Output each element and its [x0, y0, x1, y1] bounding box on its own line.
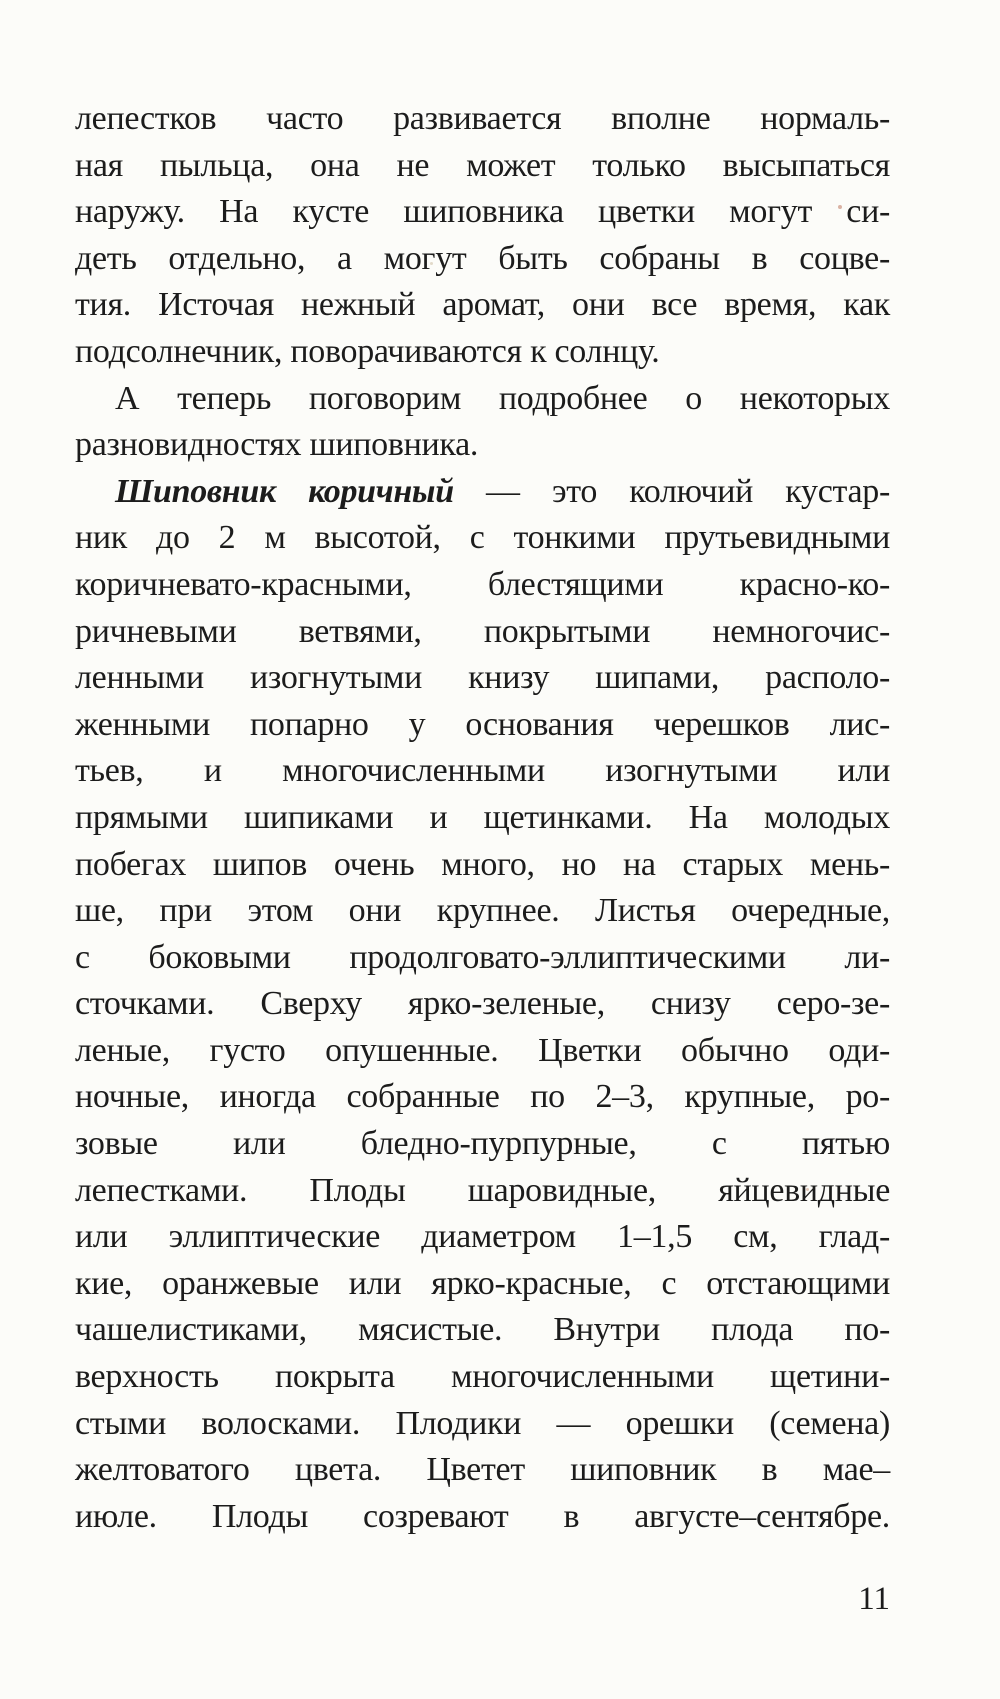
- text-line: прямыми шипиками и щетинками. На молодых: [75, 798, 890, 836]
- text-line: лепестками. Плоды шаровидные, яйцевидные: [75, 1171, 890, 1209]
- text-line: тия. Источая нежный аромат, они все время, как: [75, 286, 890, 324]
- text-line: ная пыльца, она не может только высыпаться: [75, 146, 890, 184]
- text-line: ник до 2 м высотой, с тонкими прутьевидными: [75, 519, 890, 557]
- text-block: [75, 96, 890, 1540]
- text-line: лепестков часто развивается вполне нормаль-: [75, 100, 890, 137]
- text-line: деть отдельно, а могут быть собраны в соцве-: [75, 239, 890, 277]
- text-line: ночные, иногда собранные по 2–3, крупные, ро-: [75, 1078, 890, 1116]
- text-line: июле. Плоды созревают в августе–сентябре.: [75, 1497, 890, 1535]
- text-segment: — это колючий кустар-: [453, 472, 891, 510]
- text-line: верхность покрыта многочисленными щетини-: [75, 1358, 890, 1396]
- text-line: женными попарно у основания черешков лис-: [75, 705, 890, 743]
- text-line: кие, оранжевые или ярко-красные, с отстающими: [75, 1264, 890, 1302]
- text-line: подсолнечник, поворачиваются к солнцу.: [75, 332, 660, 370]
- text-line: или эллиптические диаметром 1–1,5 см, глад-: [75, 1218, 890, 1256]
- text-line: зовые или бледно-пурпурные, с пятью: [75, 1125, 890, 1163]
- text-line: ричневыми ветвями, покрытыми немногочис-: [75, 612, 890, 650]
- page-number: 11: [858, 1581, 890, 1617]
- text-line: ше, при этом они крупнее. Листья очередные,: [75, 892, 890, 930]
- text-line: желтоватого цвета. Цветет шиповник в мае–: [75, 1451, 890, 1489]
- text-line: побегах шипов очень много, но на старых мень-: [75, 845, 890, 883]
- text-line: тьев, и многочисленными изогнутыми или: [75, 752, 890, 790]
- text-line: ленными изогнутыми книзу шипами, располо-: [75, 659, 890, 697]
- text-line: сточками. Сверху ярко-зеленые, снизу серо-зе-: [75, 985, 890, 1023]
- text-line: наружу. На кусте шиповника цветки могут си-: [75, 193, 890, 231]
- text-line: стыми волосками. Плодики — орешки (семена): [75, 1404, 890, 1442]
- text-line: разновидностях шиповника.: [75, 426, 479, 464]
- text-line: с боковыми продолговато-эллиптическими ли-: [75, 938, 890, 976]
- species-name-emphasis: Шиповник коричный: [115, 472, 454, 510]
- text-line: коричневато-красными, блестящими красно-ко-: [75, 565, 890, 603]
- text-line: А теперь поговорим подробнее о некоторых: [115, 379, 890, 417]
- text-line: леные, густо опушенные. Цветки обычно оди-: [75, 1031, 890, 1069]
- text-line: [75, 469, 890, 516]
- text-line: чашелистиками, мясистые. Внутри плода по-: [75, 1311, 890, 1349]
